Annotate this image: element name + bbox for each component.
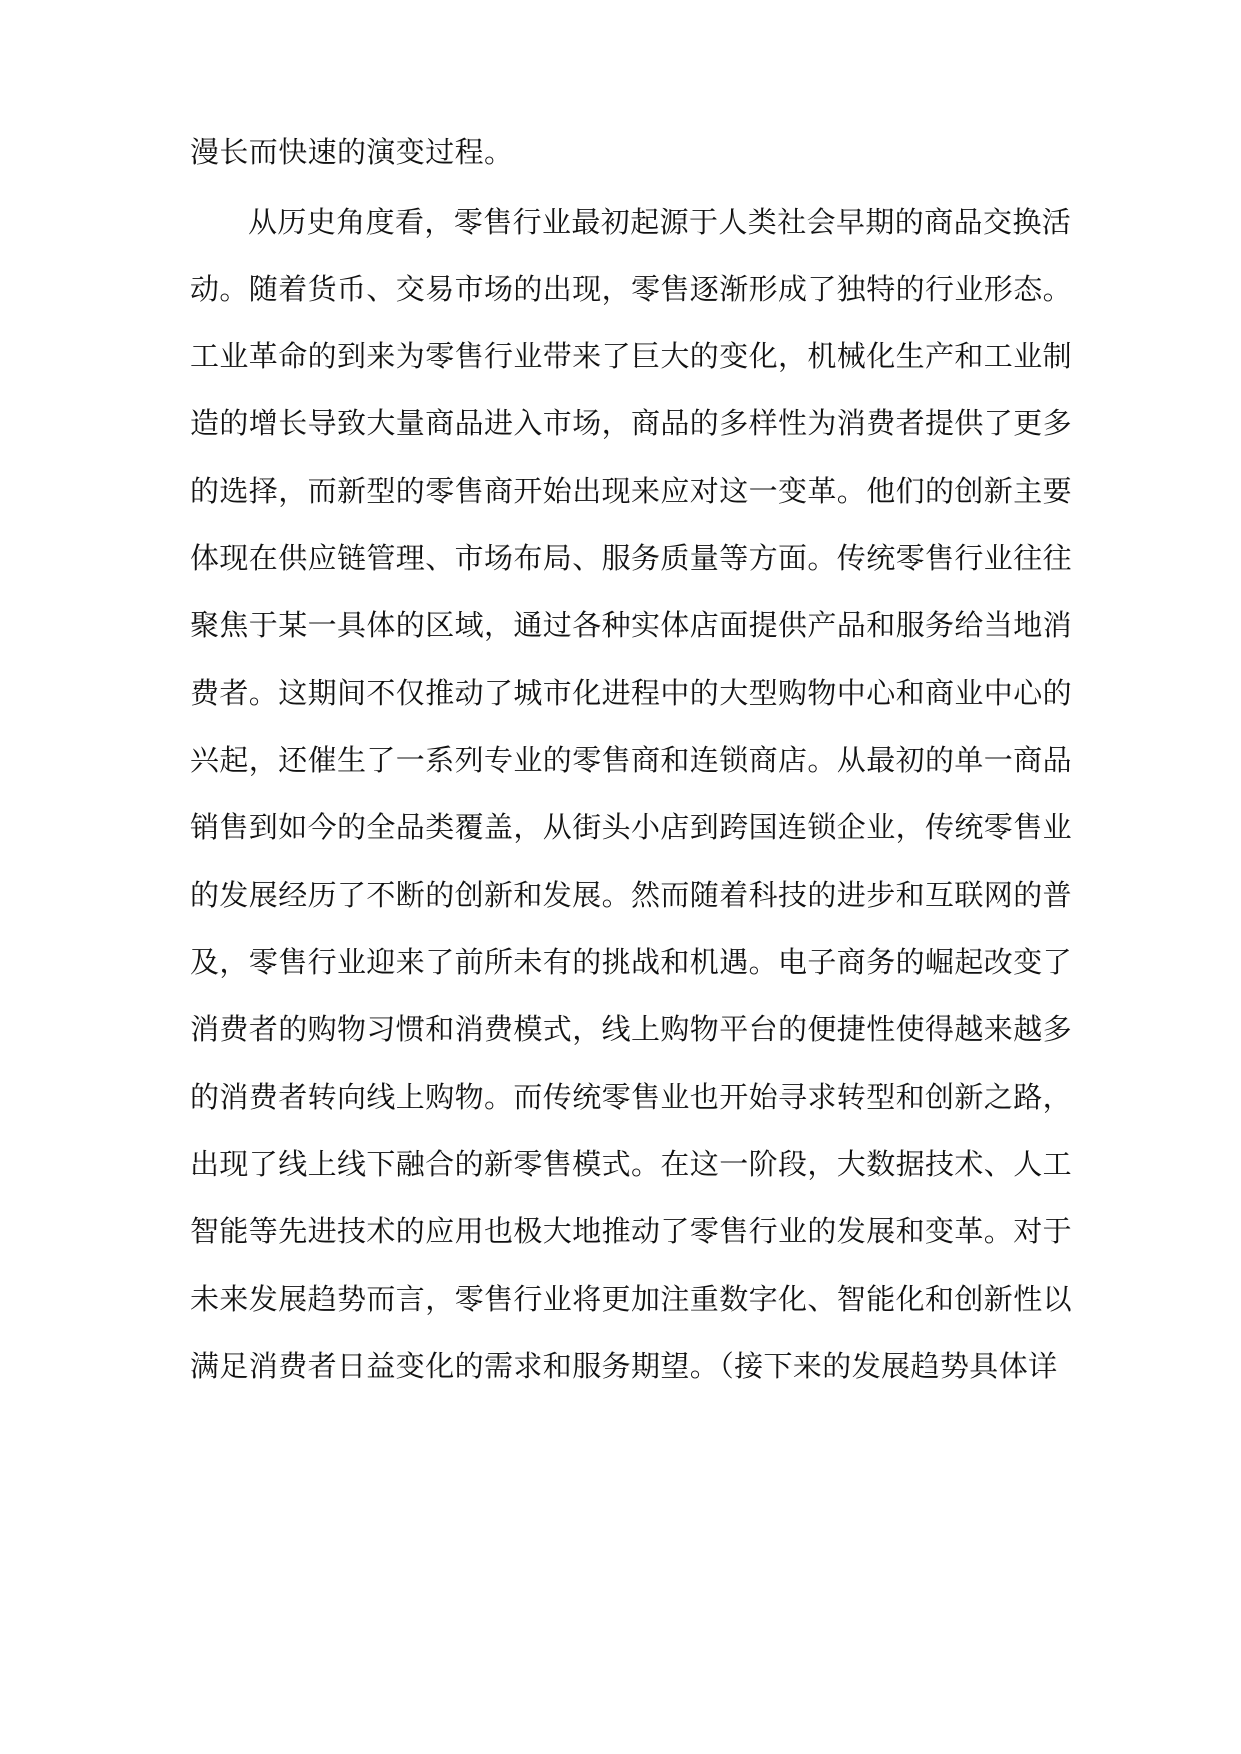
text-line: 及，零售行业迎来了前所未有的挑战和机遇。电子商务的崛起改变了	[190, 945, 1073, 979]
text-line: 兴起，还催生了一系列专业的零售商和连锁商店。从最初的单一商品	[190, 743, 1073, 777]
text-line: 出现了线上线下融合的新零售模式。在这一阶段，大数据技术、人工	[190, 1147, 1073, 1181]
text-line: 动。随着货币、交易市场的出现，零售逐渐形成了独特的行业形态。	[190, 272, 1073, 306]
text-line: 的消费者转向线上购物。而传统零售业也开始寻求转型和创新之路，	[190, 1080, 1073, 1114]
text-line: 的选择，而新型的零售商开始出现来应对这一变革。他们的创新主要	[190, 474, 1073, 508]
paragraph-first-line: 从历史角度看，零售行业最初起源于人类社会早期的商品交换活	[248, 205, 1072, 239]
text-line: 造的增长导致大量商品进入市场，商品的多样性为消费者提供了更多	[190, 406, 1073, 440]
text-line: 体现在供应链管理、市场布局、服务质量等方面。传统零售行业往往	[190, 541, 1073, 575]
text-line: 销售到如今的全品类覆盖，从街头小店到跨国连锁企业，传统零售业	[190, 810, 1073, 844]
text-line: 工业革命的到来为零售行业带来了巨大的变化，机械化生产和工业制	[190, 339, 1073, 373]
text-line: 聚焦于某一具体的区域，通过各种实体店面提供产品和服务给当地消	[190, 608, 1073, 642]
text-line: 未来发展趋势而言，零售行业将更加注重数字化、智能化和创新性以	[190, 1282, 1073, 1316]
text-line: 的发展经历了不断的创新和发展。然而随着科技的进步和互联网的普	[190, 878, 1073, 912]
text-line: 满足消费者日益变化的需求和服务期望。（接下来的发展趋势具体详	[190, 1349, 1058, 1383]
text-line: 消费者的购物习惯和消费模式，线上购物平台的便捷性使得越来越多	[190, 1012, 1073, 1046]
text-line: 费者。这期间不仅推动了城市化进程中的大型购物中心和商业中心的	[190, 676, 1073, 710]
text-line: 智能等先进技术的应用也极大地推动了零售行业的发展和变革。对于	[190, 1214, 1073, 1248]
text-line: 漫长而快速的演变过程。	[190, 135, 514, 169]
